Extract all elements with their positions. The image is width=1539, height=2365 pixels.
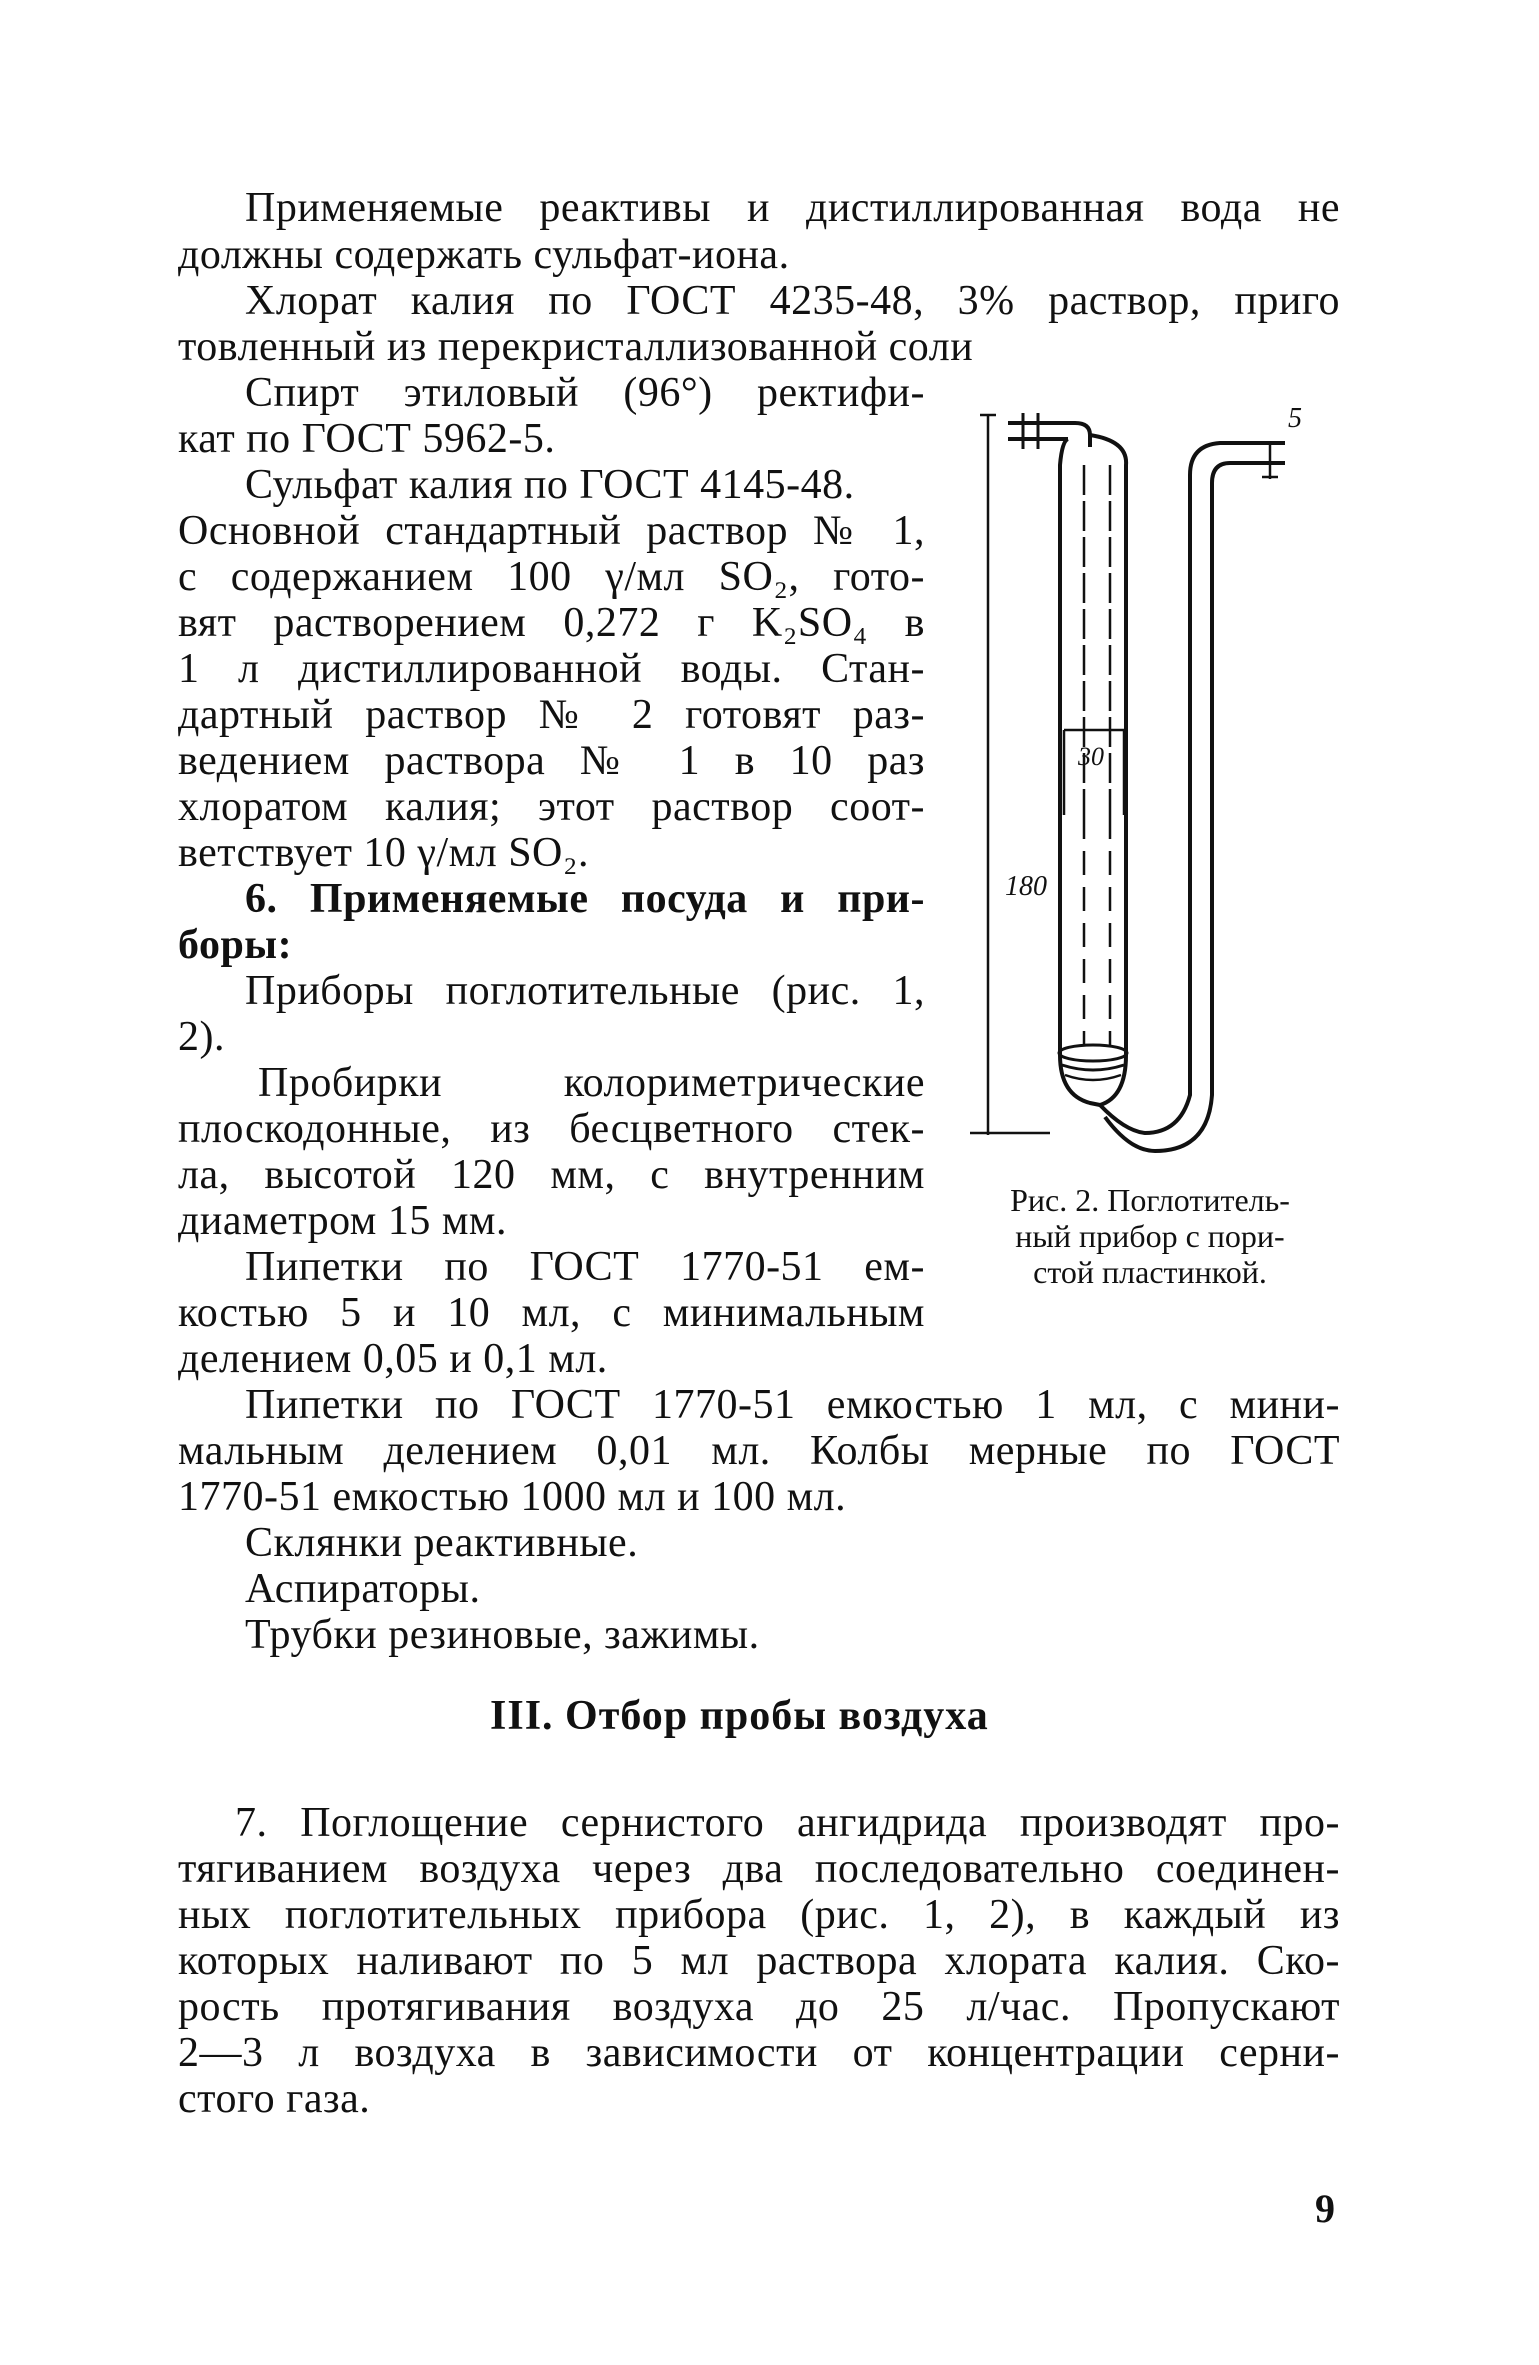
caption-line-1: Рис. 2. Поглотитель- bbox=[1010, 1182, 1290, 1218]
para-line-1: 7. Поглощение сернистого ангидрида производят про- bbox=[235, 1800, 1340, 1846]
bottles-line: Склянки реактивные. bbox=[245, 1520, 639, 1566]
std-line-3: вят растворением 0,272 г K₂SO₄ в bbox=[178, 600, 925, 646]
pipettes2-line-3: 1770-51 емкостью 1000 мл и 100 мл. bbox=[178, 1474, 847, 1520]
absorber-device-figure bbox=[950, 375, 1350, 1175]
alcohol-line-1: Спирт этиловый (96°) ректифи- bbox=[245, 370, 925, 416]
para-line-3: ных поглотительных прибора (рис. 1, 2), в каждый из bbox=[178, 1892, 1340, 1938]
para-line-2: тягиванием воздуха через два последовательно соединен- bbox=[178, 1846, 1340, 1892]
std-line-8: ветствует 10 γ/мл SO₂. bbox=[178, 830, 590, 876]
para-line-6: 2—3 л воздуха в зависимости от концентрации серни- bbox=[178, 2030, 1340, 2076]
std-line-5: дартный раствор № 2 готовят раз- bbox=[178, 692, 925, 738]
figure-caption bbox=[945, 1182, 1355, 1290]
dimension-30-label: 30 bbox=[1078, 742, 1104, 771]
section3-heading: III. Отбор пробы воздуха bbox=[490, 1693, 989, 1739]
alcohol-line-2: кат по ГОСТ 5962-5. bbox=[178, 416, 556, 462]
std-line-6: ведением раствора № 1 в 10 раз bbox=[178, 738, 925, 784]
std-line-4: 1 л дистиллированной воды. Стан- bbox=[178, 646, 925, 692]
pipettes2-line-1: Пипетки по ГОСТ 1770-51 емкостью 1 мл, с мини- bbox=[245, 1382, 1340, 1428]
para-line-4: которых наливают по 5 мл раствора хлората калия. Ско- bbox=[178, 1938, 1340, 1984]
intro-line-2: должны содержать сульфат-иона. bbox=[178, 232, 790, 278]
tubes-line-2: плоскодонные, из бесцветного стек- bbox=[178, 1106, 925, 1152]
outlet-5-label: 5 bbox=[1288, 403, 1302, 434]
tubes-line-4: диаметром 15 мм. bbox=[178, 1198, 508, 1244]
pipettes1-line-2: костью 5 и 10 мл, с минимальным bbox=[178, 1290, 925, 1336]
pipettes1-line-1: Пипетки по ГОСТ 1770-51 ем- bbox=[245, 1244, 925, 1290]
absorbers-line-1: Приборы поглотительные (рис. 1, bbox=[245, 968, 925, 1014]
pipettes2-line-2: мальным делением 0,01 мл. Колбы мерные по ГОСТ bbox=[178, 1428, 1340, 1474]
caption-line-2: ный прибор с пори- bbox=[1015, 1218, 1285, 1254]
chlorate-line-2: товленный из перекристаллизованной соли bbox=[178, 324, 974, 370]
std-line-2: с содержанием 100 γ/мл SO₂, гото- bbox=[178, 554, 925, 600]
chlorate-line-1: Хлорат калия по ГОСТ 4235-48, 3% раствор, приго bbox=[245, 278, 1340, 324]
tubes-line-3: ла, высотой 120 мм, с внутренним bbox=[178, 1152, 925, 1198]
std-line-1: Основной стандартный раствор № 1, bbox=[178, 508, 925, 554]
section6-title-line-1: 6. Применяемые посуда и при- bbox=[245, 876, 925, 922]
sulfate-line: Сульфат калия по ГОСТ 4145-48. bbox=[245, 462, 855, 508]
absorbers-line-2: 2). bbox=[178, 1014, 225, 1060]
rubber-line: Трубки резиновые, зажимы. bbox=[245, 1612, 760, 1658]
pipettes1-line-3: делением 0,05 и 0,1 мл. bbox=[178, 1336, 608, 1382]
para-line-7: стого газа. bbox=[178, 2076, 371, 2122]
page-number: 9 bbox=[1315, 2186, 1335, 2231]
dimension-180-label: 180 bbox=[1005, 871, 1047, 902]
caption-line-3: стой пластинкой. bbox=[1033, 1254, 1267, 1290]
section6-title-line-2: боры: bbox=[178, 922, 293, 968]
tubes-line-1: Пробирки колориметрические bbox=[258, 1060, 925, 1106]
std-line-7: хлоратом калия; этот раствор соот- bbox=[178, 784, 925, 830]
intro-line-1: Применяемые реактивы и дистиллированная вода не bbox=[245, 185, 1340, 231]
aspirators-line: Аспираторы. bbox=[245, 1566, 481, 1612]
para-line-5: рость протягивания воздуха до 25 л/час. Пропускают bbox=[178, 1984, 1340, 2030]
